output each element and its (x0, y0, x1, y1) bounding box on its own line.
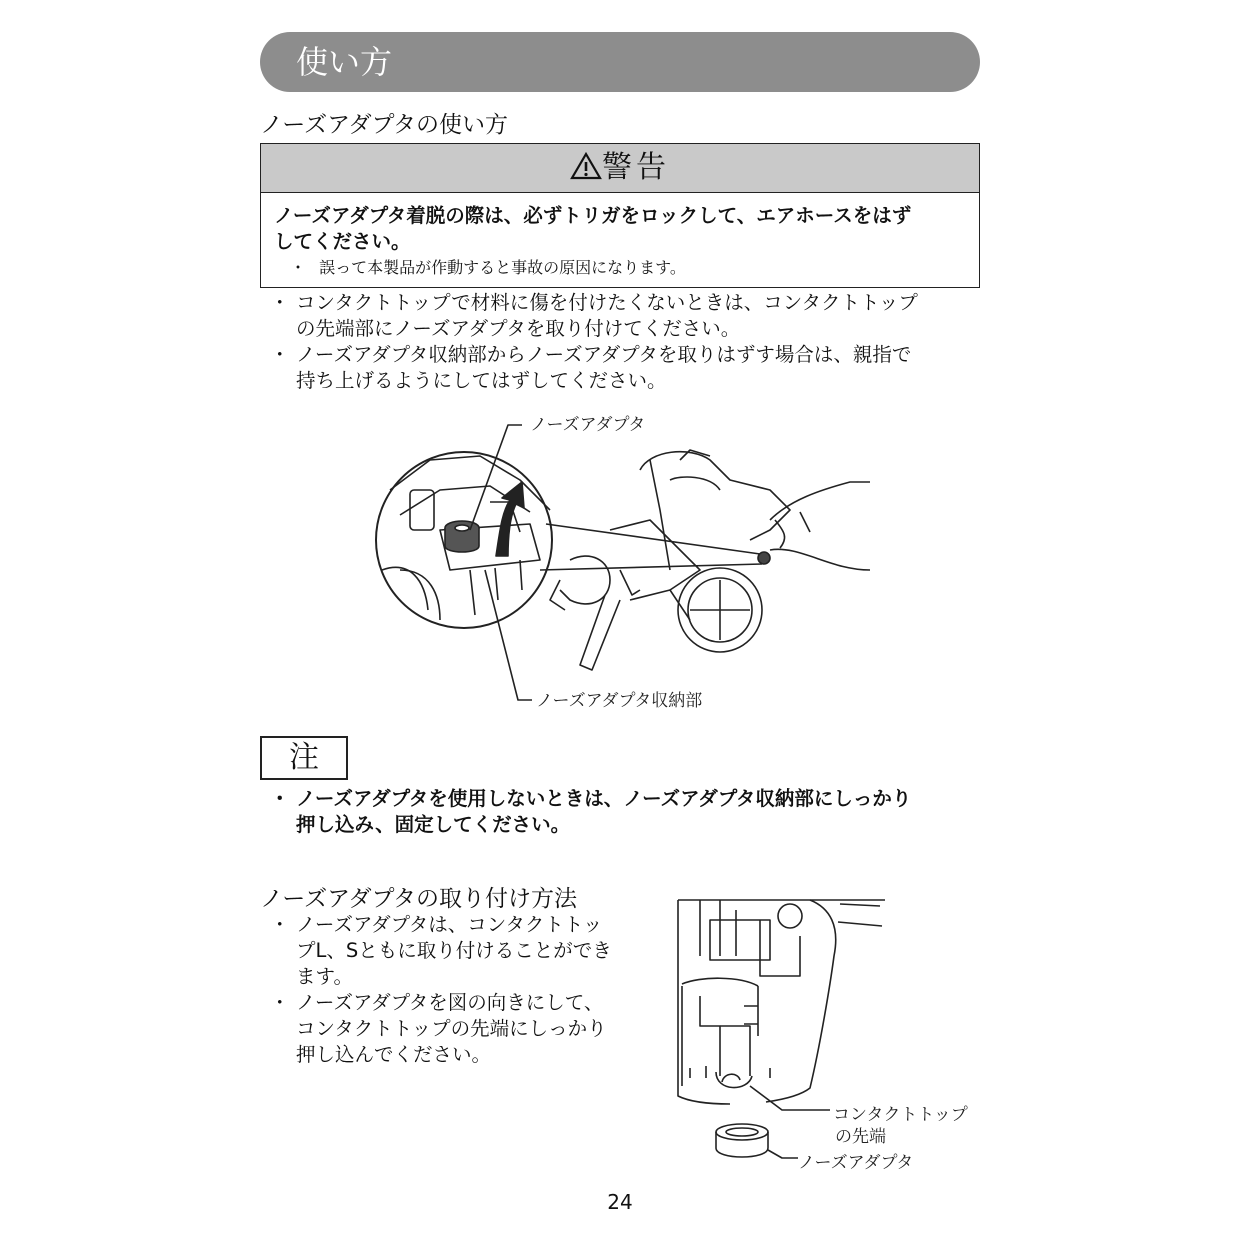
warning-line-2: してください。 (274, 230, 411, 253)
warning-header (261, 144, 979, 193)
label-nose-adapter-install: ノーズアダプタ (798, 1153, 914, 1173)
heading-nose-adapter-install: ノーズアダプタの取り付け方法 (260, 886, 577, 912)
list-item: ・ ノーズアダプタを使用しないときは、ノーズアダプタ収納部にしっかり 押し込み、固定してください。 (270, 787, 912, 836)
warning-line-1: ノーズアダプタ着脱の際は、必ずトリガをロックして、エアホースをはず (274, 204, 912, 227)
label-contact-top-tip-2: の先端 (835, 1127, 886, 1147)
label-adapter-storage: ノーズアダプタ収納部 (536, 691, 703, 711)
list-item: ・ ノーズアダプタを図の向きにして、 コンタクトトップの先端にしっかり 押し込んでください。 (270, 991, 607, 1066)
warning-triangle-icon (570, 152, 602, 180)
usage-bullets (260, 290, 990, 394)
note-label: 注 (260, 736, 348, 780)
warning-sub-text: 誤って本製品が作動すると事故の原因になります。 (319, 258, 686, 277)
bullet-dot: ・ (290, 258, 307, 277)
warning-box (260, 143, 980, 288)
label-nose-adapter: ノーズアダプタ (530, 415, 646, 435)
list-item: ・ ノーズアダプタは、コンタクトトッ プL、Sともに取り付けることができ ます。 (270, 913, 612, 988)
page-number: 24 (607, 1190, 633, 1214)
section-title: 使い方 (260, 32, 980, 92)
warning-title: 警告 (602, 150, 670, 185)
note-bullets (260, 786, 990, 838)
install-bullets (260, 912, 660, 1068)
warning-body (261, 193, 979, 279)
warning-sub-item (274, 257, 967, 279)
label-contact-top-tip-1: コンタクトトップ (833, 1105, 968, 1125)
list-item: ・ ノーズアダプタ収納部からノーズアダプタを取りはずす場合は、親指で 持ち上げるようにしてはずしてください。 (270, 343, 912, 392)
nailer-storage-illustration (370, 420, 870, 720)
list-item: ・ コンタクトトップで材料に傷を付けたくないときは、コンタクトトップ の先端部にノーズアダプタを取り付けてください。 (270, 291, 918, 340)
heading-nose-adapter-usage: ノーズアダプタの使い方 (260, 112, 508, 138)
